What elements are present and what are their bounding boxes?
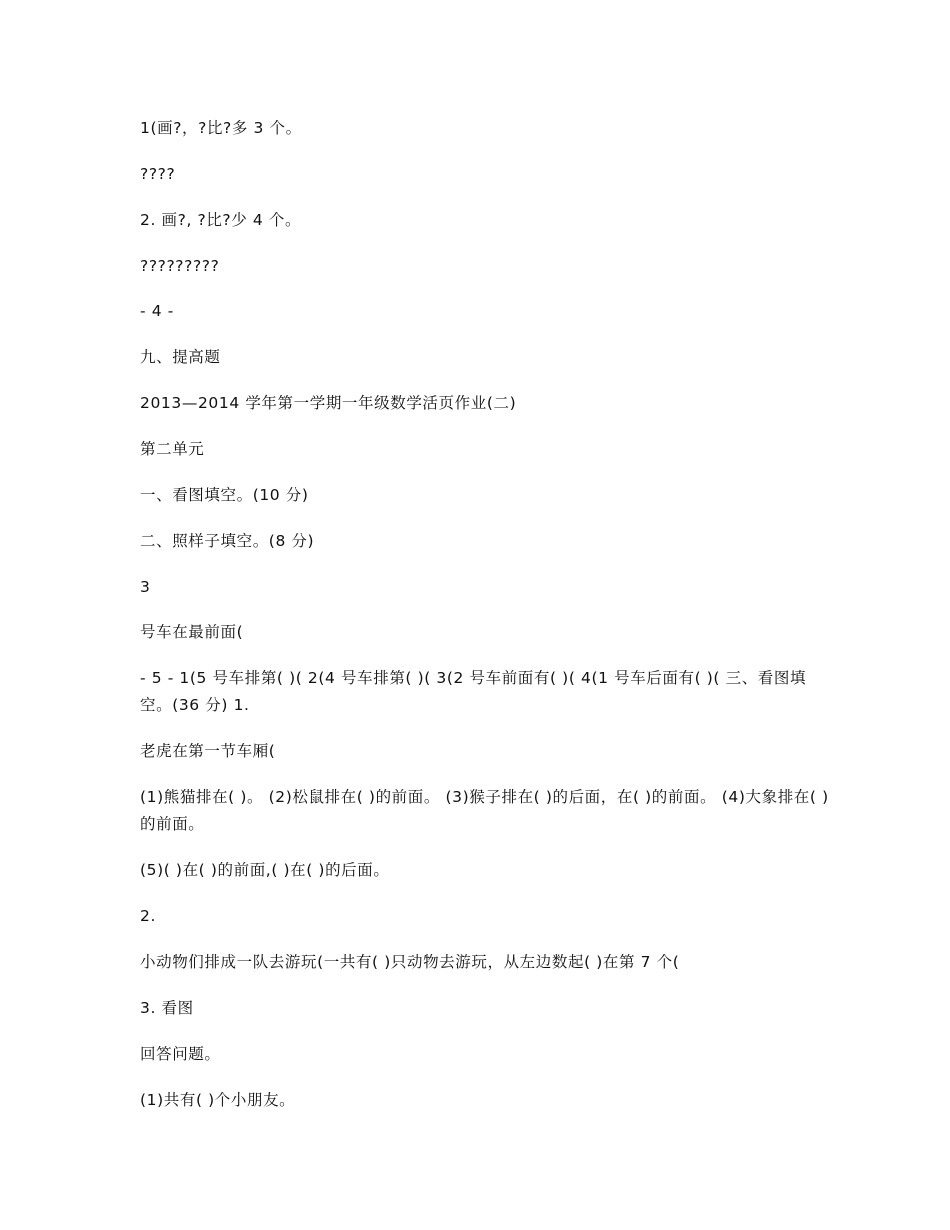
unit-heading: 第二单元 (140, 440, 205, 458)
text-line: 小动物们排成一队去游玩(一共有( )只动物去游玩，从左边数起( )在第 7 个( (140, 953, 680, 971)
page-number: - 4 - (140, 302, 174, 320)
question-block: - 5 - 1(5 号车排第( )( 2(4 号车排第( )( 3(2 号车前面有( )( 4(1 号车后面有( )( 三、看图填空。(36 分) 1. (140, 669, 807, 714)
text-line: 回答问题。 (140, 1045, 221, 1063)
text-line: 1(画?，?比?多 3 个。 (140, 119, 302, 137)
section-heading: 一、看图填空。(10 分) (140, 486, 309, 504)
text-line: 3 (140, 578, 151, 596)
section-heading: 九、提高题 (140, 348, 221, 366)
text-line: 老虎在第一节车厢( (140, 742, 276, 760)
text-line: (1)共有( )个小朋友。 (140, 1091, 296, 1109)
text-line: ???? (140, 165, 176, 183)
text-line: 2. 画?, ?比?少 4 个。 (140, 211, 302, 229)
question-block: (1)熊猫排在( )。 (2)松鼠排在( )的前面。 (3)猴子排在( )的后面，在( )的前面。 (4)大象排在( )的前面。 (140, 788, 829, 833)
document-title: 2013—2014 学年第一学期一年级数学活页作业(二) (140, 394, 517, 412)
section-heading: 二、照样子填空。(8 分) (140, 532, 315, 550)
text-line: (5)( )在( )的前面,( )在( )的后面。 (140, 861, 390, 879)
text-line: ????????? (140, 257, 220, 275)
text-line: 号车在最前面( (140, 623, 244, 641)
text-line: 3. 看图 (140, 999, 194, 1017)
text-line: 2. (140, 907, 156, 925)
